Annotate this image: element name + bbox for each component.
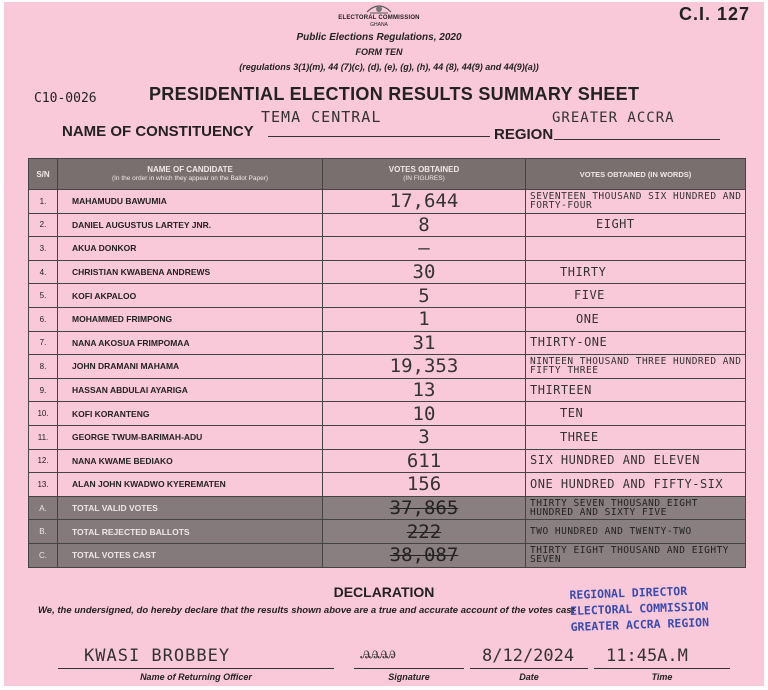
table-row	[29, 331, 746, 355]
date-line	[470, 668, 588, 669]
row-candidate: KOFI AKPALOO	[58, 284, 323, 308]
total-row	[29, 520, 746, 544]
total-sn: C.	[29, 543, 58, 567]
row-sn: 10.	[29, 402, 58, 426]
total-label: TOTAL VOTES CAST	[58, 543, 323, 567]
header-words: VOTES OBTAINED (IN WORDS)	[526, 159, 746, 190]
row-figures: 10	[323, 402, 526, 426]
row-words: TEN	[526, 402, 746, 426]
constituency-value: TEMA CENTRAL	[261, 108, 382, 126]
row-words: THIRTY	[526, 260, 746, 284]
table-row	[29, 260, 746, 284]
row-words: EIGHT	[526, 213, 746, 237]
table-row	[29, 237, 746, 261]
officer-line	[58, 668, 334, 669]
row-figures: 3	[323, 425, 526, 449]
row-words: THREE	[526, 425, 746, 449]
sheet-title: PRESIDENTIAL ELECTION RESULTS SUMMARY SHEET	[149, 84, 640, 104]
total-sn: B.	[29, 520, 58, 544]
header-figures-sub: (IN FIGURES)	[403, 175, 445, 182]
officer-label: Name of Returning Officer	[140, 672, 252, 682]
header-figures-title: VOTES OBTAINED	[388, 165, 460, 174]
declaration-text: We, the undersigned, do hereby declare that the results shown above are a true and accurate account of the votes cast	[38, 605, 575, 616]
total-figures: 222	[323, 520, 526, 544]
time-label: Time	[651, 672, 673, 682]
row-candidate: AKUA DONKOR	[58, 237, 323, 261]
row-sn: 2.	[29, 213, 58, 237]
row-words: ONE	[526, 307, 746, 331]
row-sn: 13.	[29, 473, 58, 497]
row-figures: —	[323, 237, 526, 261]
row-sn: 8.	[29, 355, 58, 379]
row-candidate: NANA KWAME BEDIAKO	[58, 449, 323, 473]
coat-of-arms-icon	[364, 2, 394, 16]
total-words: THIRTY EIGHT THOUSAND AND EIGHTY SEVEN	[526, 543, 746, 567]
total-figures: 37,865	[323, 496, 526, 520]
row-candidate: HASSAN ABDULAI AYARIGA	[58, 378, 323, 402]
header-sn: S/N	[29, 159, 58, 190]
row-sn: 7.	[29, 331, 58, 355]
stamp-line-2: ELECTORAL COMMISSION	[569, 599, 709, 618]
constituency-line	[268, 136, 490, 137]
table-row	[29, 284, 746, 308]
header-name-sub: (In the order in which they appear on the Ballot Paper)	[111, 175, 269, 182]
row-candidate: NANA AKOSUA FRIMPOMAA	[58, 331, 323, 355]
table-row	[29, 355, 746, 379]
row-words: THIRTY-ONE	[526, 331, 746, 355]
form-code: C10-0026	[34, 91, 97, 106]
row-sn: 12.	[29, 449, 58, 473]
date-value: 8/12/2024	[482, 646, 575, 666]
row-candidate: GEORGE TWUM-BARIMAH-ADU	[58, 425, 323, 449]
row-figures: 19,353	[323, 355, 526, 379]
row-candidate: DANIEL AUGUSTUS LARTEY JNR.	[58, 213, 323, 237]
results-table	[28, 158, 746, 568]
row-candidate: KOFI KORANTENG	[58, 402, 323, 426]
row-figures: 17,644	[323, 190, 526, 214]
total-sn: A.	[29, 496, 58, 520]
constituency-label: NAME OF CONSTITUENCY	[62, 123, 254, 140]
row-candidate: CHRISTIAN KWABENA ANDREWS	[58, 260, 323, 284]
signature-label: Signature	[388, 672, 430, 682]
row-figures: 8	[323, 213, 526, 237]
table-row	[29, 425, 746, 449]
row-figures: 5	[323, 284, 526, 308]
time-line	[594, 668, 730, 669]
row-words	[526, 237, 746, 261]
row-words: FIVE	[526, 284, 746, 308]
table-row	[29, 402, 746, 426]
row-figures: 611	[323, 449, 526, 473]
row-figures: 1	[323, 307, 526, 331]
total-label: TOTAL VALID VOTES	[58, 496, 323, 520]
row-sn: 3.	[29, 237, 58, 261]
total-row	[29, 496, 746, 520]
table-row	[29, 378, 746, 402]
results-sheet	[4, 2, 764, 686]
table-row	[29, 190, 746, 214]
header-name-title: NAME OF CANDIDATE	[147, 165, 233, 174]
table-row	[29, 307, 746, 331]
table-row	[29, 449, 746, 473]
declaration-title: DECLARATION	[333, 584, 435, 600]
total-words: TWO HUNDRED AND TWENTY-TWO	[526, 520, 746, 544]
table-row	[29, 213, 746, 237]
form-name: FORM TEN	[355, 47, 403, 57]
time-value: 11:45A.M	[606, 646, 688, 666]
row-sn: 1.	[29, 190, 58, 214]
row-candidate: JOHN DRAMANI MAHAMA	[58, 355, 323, 379]
header-name	[58, 159, 323, 190]
row-words: NINTEEN THOUSAND THREE HUNDRED AND FIFTY THREE	[526, 355, 746, 379]
region-value: GREATER ACCRA	[552, 110, 675, 126]
signature-mark: ꭿꭿꭿꭿ	[360, 643, 395, 662]
country-name: GHANA	[370, 22, 388, 28]
row-words: THIRTEEN	[526, 378, 746, 402]
row-candidate: ALAN JOHN KWADWO KYEREMATEN	[58, 473, 323, 497]
row-figures: 156	[323, 473, 526, 497]
signature-line	[354, 668, 464, 669]
regional-director-stamp	[569, 581, 741, 635]
ci-reference: C.I. 127	[678, 4, 750, 24]
row-figures: 30	[323, 260, 526, 284]
total-figures: 38,087	[323, 543, 526, 567]
date-label: Date	[519, 672, 539, 682]
stamp-line-3: GREATER ACCRA REGION	[570, 615, 710, 634]
region-line	[554, 139, 720, 140]
total-label: TOTAL REJECTED BALLOTS	[58, 520, 323, 544]
stamp-line-1: REGIONAL DIRECTOR	[569, 583, 688, 602]
row-sn: 6.	[29, 307, 58, 331]
region-label: REGION	[494, 126, 554, 143]
table-row	[29, 473, 746, 497]
total-row	[29, 543, 746, 567]
header-figures	[323, 159, 526, 190]
row-words: SIX HUNDRED AND ELEVEN	[526, 449, 746, 473]
row-words: ONE HUNDRED AND FIFTY-SIX	[526, 473, 746, 497]
row-candidate: MAHAMUDU BAWUMIA	[58, 190, 323, 214]
row-sn: 9.	[29, 378, 58, 402]
row-words: SEVENTEEN THOUSAND SIX HUNDRED AND FORTY-FOUR	[526, 190, 746, 214]
regulations-title: Public Elections Regulations, 2020	[296, 32, 462, 43]
officer-name-value: KWASI BROBBEY	[84, 646, 231, 666]
row-figures: 31	[323, 331, 526, 355]
commission-name: ELECTORAL COMMISSION	[338, 15, 420, 21]
row-sn: 11.	[29, 425, 58, 449]
row-sn: 5.	[29, 284, 58, 308]
row-candidate: MOHAMMED FRIMPONG	[58, 307, 323, 331]
row-sn: 4.	[29, 260, 58, 284]
regulations-refs: (regulations 3(1)(m), 44 (7)(c), (d), (e), (g), (h), 44 (8), 44(9) and 44(9)(a))	[239, 62, 539, 72]
row-figures: 13	[323, 378, 526, 402]
table-header-row	[29, 159, 746, 190]
total-words: THIRTY SEVEN THOUSAND EIGHT HUNDRED AND SIXTY FIVE	[526, 496, 746, 520]
